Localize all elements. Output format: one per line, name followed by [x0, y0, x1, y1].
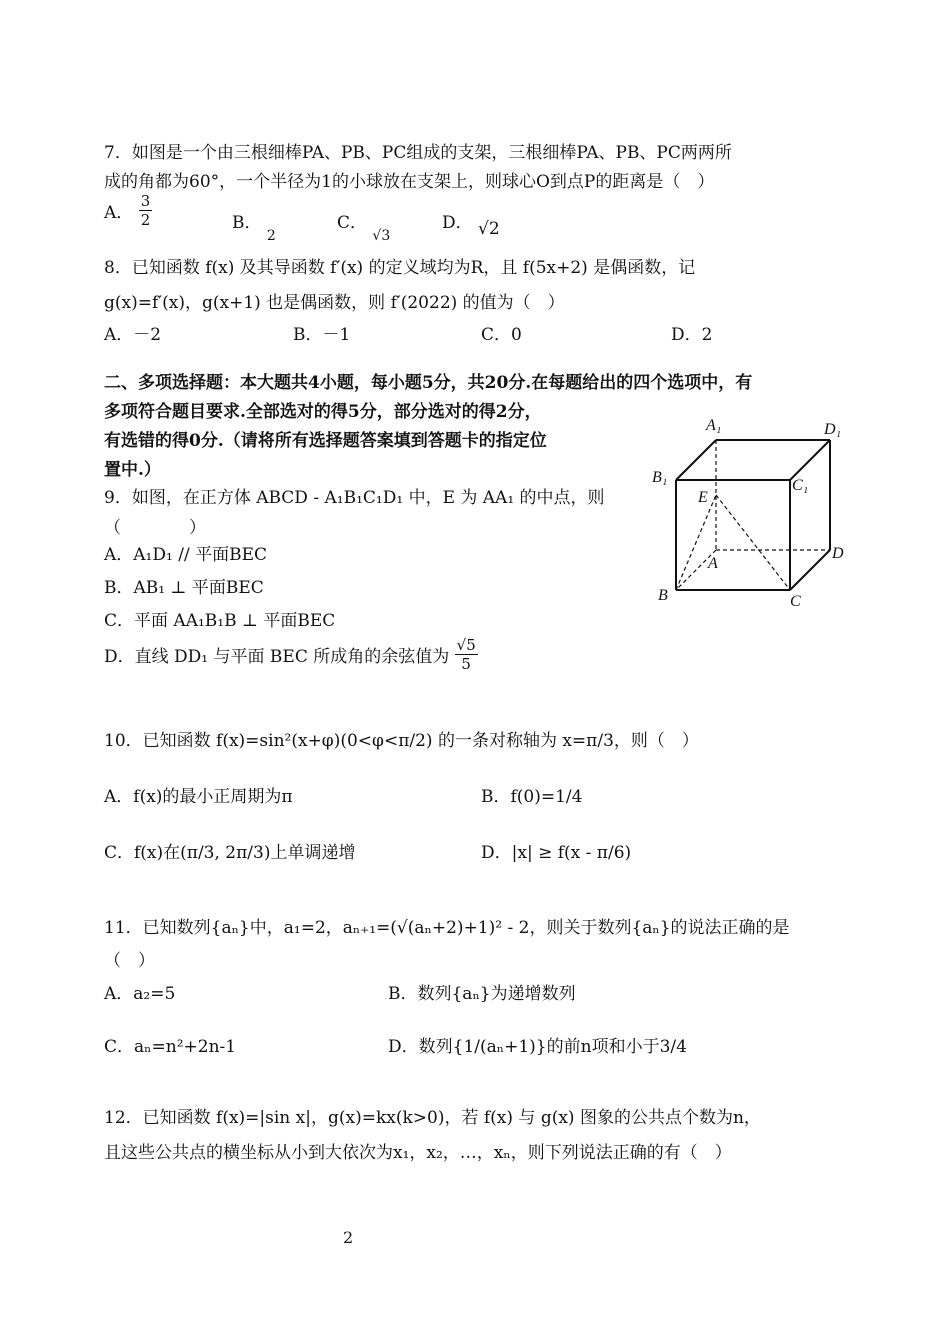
q7-option-a [104, 192, 152, 229]
section2-line3: 有选错的得0分.（请将所有选择题答案填到答题卡的指定位 [104, 431, 547, 451]
q7-option-d-value: √2 [478, 219, 500, 239]
q10-option-b: B．f(0)=1/4 [481, 787, 583, 807]
q12-line2: 且这些公共点的横坐标从小到大依次为x₁，x₂，…，xₙ，则下列说法正确的有（ ） [104, 1143, 732, 1163]
section2-line2: 多项符合题目要求.全部选对的得5分，部分选对的得2分， [104, 402, 542, 422]
q11-option-d: D．数列{1/(aₙ+1)}的前n项和小于3/4 [388, 1037, 687, 1057]
q9-line2: （ ） [104, 518, 206, 538]
cube-hidden-line-be [676, 495, 716, 590]
q8-line2: g(x)=f′(x)，g(x+1) 也是偶函数，则 f′(2022) 的值为（ ） [104, 293, 565, 313]
q9-option-d-numerator: √5 [456, 636, 476, 654]
q10-option-a: A．f(x)的最小正周期为π [104, 787, 293, 807]
cube-edge-cd [790, 550, 830, 590]
q7-option-b [232, 208, 276, 244]
cube-edge-d1c1 [790, 440, 830, 480]
page-number: 2 [343, 1228, 354, 1247]
q9-option-d-denominator: 5 [461, 655, 471, 673]
q9-option-d-fraction [455, 636, 478, 673]
q11-option-a: A．a₂=5 [104, 984, 176, 1004]
q9-option-b: B．AB₁ ⊥ 平面BEC [104, 578, 264, 598]
q8-option-c: C．0 [481, 325, 522, 345]
q10-stem: 10．已知函数 f(x)=sin²(x+φ)(0<φ<π/2) 的一条对称轴为 x=π/3，则（ ） [104, 731, 699, 751]
cube-label-d1: D₁ [824, 421, 842, 438]
q7-line2: 成的角都为60°，一个半径为1的小球放在支架上，则球心O到点P的距离是（ ） [104, 172, 715, 192]
q9-option-a: A．A₁D₁ // 平面BEC [104, 545, 267, 565]
q10-option-d: D．|x| ≥ f(x - π/6) [481, 843, 632, 863]
q7-option-c-label: C． [337, 213, 368, 233]
cube-label-e: E [698, 489, 708, 506]
q7-option-b-value: 2 [266, 228, 276, 244]
q12-line1: 12．已知函数 f(x)=|sin x|，g(x)=kx(k>0)，若 f(x) 与 g(x) 图象的公共点个数为n， [104, 1108, 761, 1128]
section2-line4: 置中.） [104, 460, 161, 480]
q11-stem: 11．已知数列{aₙ}中，a₁=2，aₙ₊₁=(√(aₙ+2)+1)² - 2，则关于数列{aₙ}的说法正确的是 [104, 918, 790, 938]
q8-line1: 8．已知函数 f(x) 及其导函数 f′(x) 的定义域均为R，且 f(5x+2) 是偶函数，记 [104, 258, 696, 278]
q9-option-d [104, 636, 478, 673]
cube-label-b: B [658, 587, 668, 604]
cube-label-c1: C₁ [792, 477, 809, 494]
cube-edge-a1b1 [676, 440, 716, 480]
cube-label-a: A [708, 555, 718, 572]
cube-label-b1: B₁ [652, 469, 668, 486]
q9-line1: 9．如图，在正方体 ABCD - A₁B₁C₁D₁ 中，E 为 AA₁ 的中点，则 [104, 488, 605, 508]
q11-option-c: C．aₙ=n²+2n-1 [104, 1037, 237, 1057]
q11-option-b: B．数列{aₙ}为递增数列 [388, 984, 576, 1004]
q7-option-a-label: A． [104, 203, 134, 223]
q7-option-d [442, 208, 500, 239]
q7-option-b-label: B． [232, 213, 262, 233]
q9-option-c: C．平面 AA₁B₁B ⊥ 平面BEC [104, 611, 336, 631]
q8-option-d: D．2 [671, 325, 713, 345]
q8-option-b: B．－1 [293, 325, 351, 345]
q9-option-d-label: D．直线 DD₁ 与平面 BEC 所成角的余弦值为 [104, 647, 450, 667]
q7-option-d-label: D． [442, 213, 473, 233]
q7-option-a-fraction [139, 192, 153, 229]
cube-label-a1: A₁ [706, 417, 722, 434]
section2-line1: 二、多项选择题：本大题共4小题，每小题5分，共20分.在每题给出的四个选项中，有 [104, 373, 753, 393]
q7-option-c-value: √3 [372, 228, 391, 244]
q10-option-c: C．f(x)在(π/3, 2π/3)上单调递增 [104, 843, 356, 863]
cube-label-d: D [832, 545, 844, 562]
q7-line1: 7．如图是一个由三根细棒PA、PB、PC组成的支架，三根细棒PA、PB、PC两两所 [104, 143, 732, 163]
q11-stem-2: （ ） [104, 951, 155, 971]
q7-option-c [337, 208, 391, 244]
q8-option-a: A．－2 [104, 325, 162, 345]
q7-option-a-numerator: 3 [140, 192, 151, 210]
cube-label-c: C [790, 593, 801, 610]
q7-option-a-denominator: 2 [140, 211, 151, 229]
cube-hidden-line-ec [716, 495, 790, 590]
cube-figure [640, 410, 860, 610]
